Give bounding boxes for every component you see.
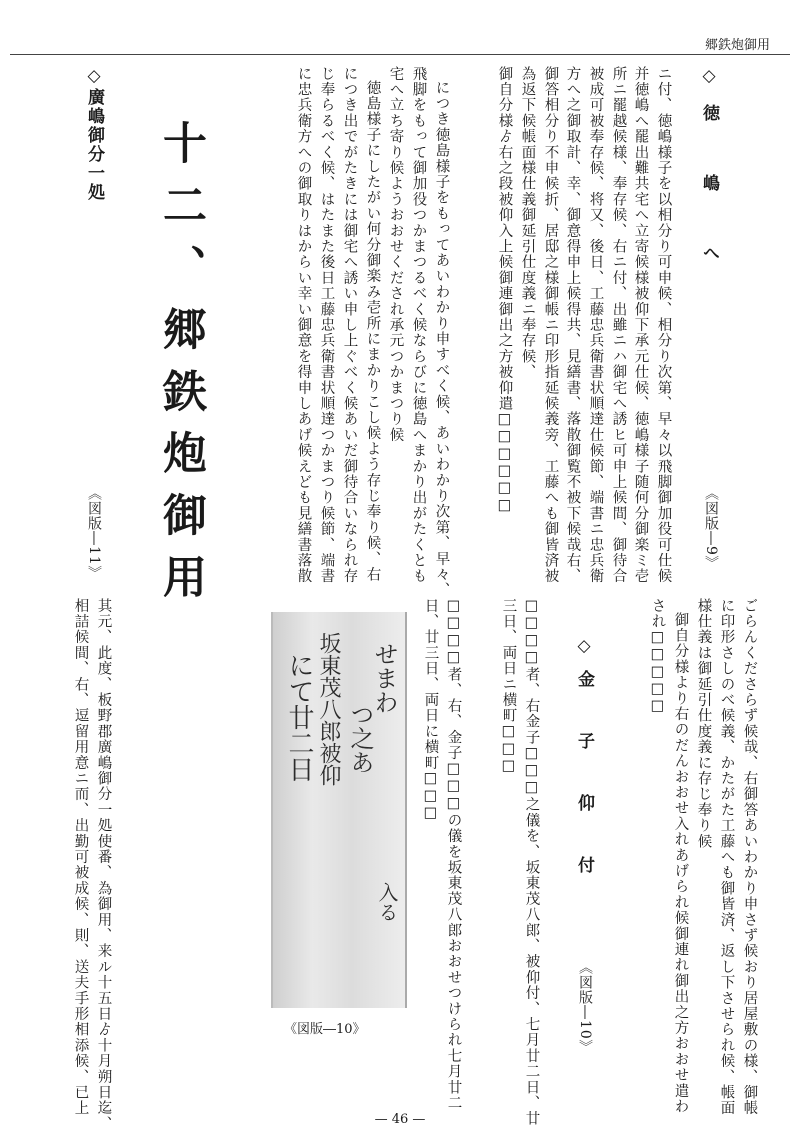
text-column: 為返下候帳面様仕義御延引仕度義ニ奉存候、 (519, 66, 536, 380)
text-column: され□□□□□ (649, 598, 666, 716)
handwriting-stroke: 坂東茂八郎被仰 (316, 632, 341, 786)
text-column: ごらんくださらず候哉、右御答あいわかり申さず候おり居屋敷の様、御帳 (741, 598, 758, 1117)
photo-caption: 《図版―10》 (284, 1022, 366, 1037)
figure-ref-11: 《図版―11》 (86, 486, 102, 581)
text-column: 様仕義は御延引仕度義に存じ奉り候 (695, 598, 712, 850)
figure-ref-9: 《図版―9》 (703, 486, 719, 571)
text-column: 日、廿三日、両日に横町□□□ (422, 598, 439, 823)
text-column: 宅へ立ち寄り候ようおおせくだされ承元つかまつり候 (387, 66, 404, 443)
handwriting-stroke: 入る (375, 882, 399, 922)
text-column: じ奉らるべく候、はたまた後日工藤忠兵衛書状順達つかまつり候節、端書 (318, 66, 335, 585)
text-column: 御自分様より右のだんおおせ入れあげられ候御連れ御出之方おおせ遣わ (672, 612, 689, 1115)
text-column: 并徳嶋へ罷出難共宅へ立寄候様被仰下承元仕候、徳嶋様子随何分御楽ミ壱 (632, 66, 649, 585)
heading-tokushima: ◇徳 嶋 へ (699, 66, 719, 279)
text-column: 徳島様子にしたがい何分御楽み壱所にまかりこし候よう存じ奉り候、右 (364, 80, 381, 583)
handwriting-stroke: にて廿二日 (284, 652, 314, 782)
text-column: につき徳島様子をもってあいわかり申すべく候、あいわかり次第、早々、 (433, 80, 450, 599)
text-column: 其元、此度、板野郡廣嶋御分一処使番、為御用、来ル十五日ゟ十月朔日迄、 (95, 598, 112, 1132)
text-column: 御答相分り不申候折、居邸之様御帳ニ印形指延候義旁、工藤へも御皆済被 (542, 66, 559, 585)
header-rule (10, 54, 790, 55)
heading-hiroshima: ◇廣嶋御分一処 (84, 66, 104, 202)
chapter-title: 十二、郷鉄炮御用 (155, 120, 206, 616)
text-column: に忠兵衛方への御取りはからい幸い御意を得申しあげ候えども見繕書落散 (295, 66, 312, 585)
text-column: ニ付、徳嶋様子を以相分り可申候、相分り次第、早々以飛脚御加役可仕候 (655, 66, 672, 585)
text-column: □□□□者、右金子□□□之儀を、坂東茂八郎、被仰付、七月廿二日、廿 (523, 598, 540, 1127)
page-number: — 46 — (374, 1112, 426, 1127)
text-column: 飛脚をもって御加役つかまつるべく候ならびに徳島へまかり出がたくとも (410, 66, 427, 585)
handwriting-stroke: せまわ (370, 641, 398, 716)
text-column: 御自分様ゟ右之段被仰入上候御連御出之方被仰遣□□□□□□ (496, 66, 513, 515)
text-column: につき出でがたきには御宅へ誘い申し上ぐべく候あいだ御待合いなられ存 (341, 66, 358, 585)
text-column: 三日、両日ニ横町□□□ (500, 598, 517, 776)
manuscript-photo (271, 612, 407, 1008)
text-column: 相詰候間、右、逗留用意ニ而、出勤可被成候、則、送夫手形相添候、已上 (72, 598, 89, 1117)
handwriting-stroke: つ之あ (346, 701, 374, 775)
text-column: □□□□者、右、金子□□□の儀を坂東茂八郎おおせつけられ七月廿二 (445, 598, 462, 1111)
text-column: 被成可被奉存候、将又、後日、工藤忠兵衛書状順達仕候節、端書ニ忠兵衛 (587, 66, 604, 585)
running-head: 郷鉄炮御用 (704, 38, 770, 53)
text-column: に印形さしのべ候義、かたがた工藤へも御皆済、返し下させられ候、帳面 (718, 598, 735, 1117)
figure-ref-10: 《図版―10》 (577, 960, 593, 1055)
heading-kaneko: ◇金 子 仰 付 (574, 636, 594, 887)
text-column: 所ニ罷越候様、奉存候、右ニ付、出雖ニハ御宅へ誘ヒ可申上候間、御待合 (610, 66, 627, 585)
text-column: 方へ之御取計、幸、御意得申上候得共、見繕書、落散御覧不被下候哉右、 (564, 66, 581, 585)
